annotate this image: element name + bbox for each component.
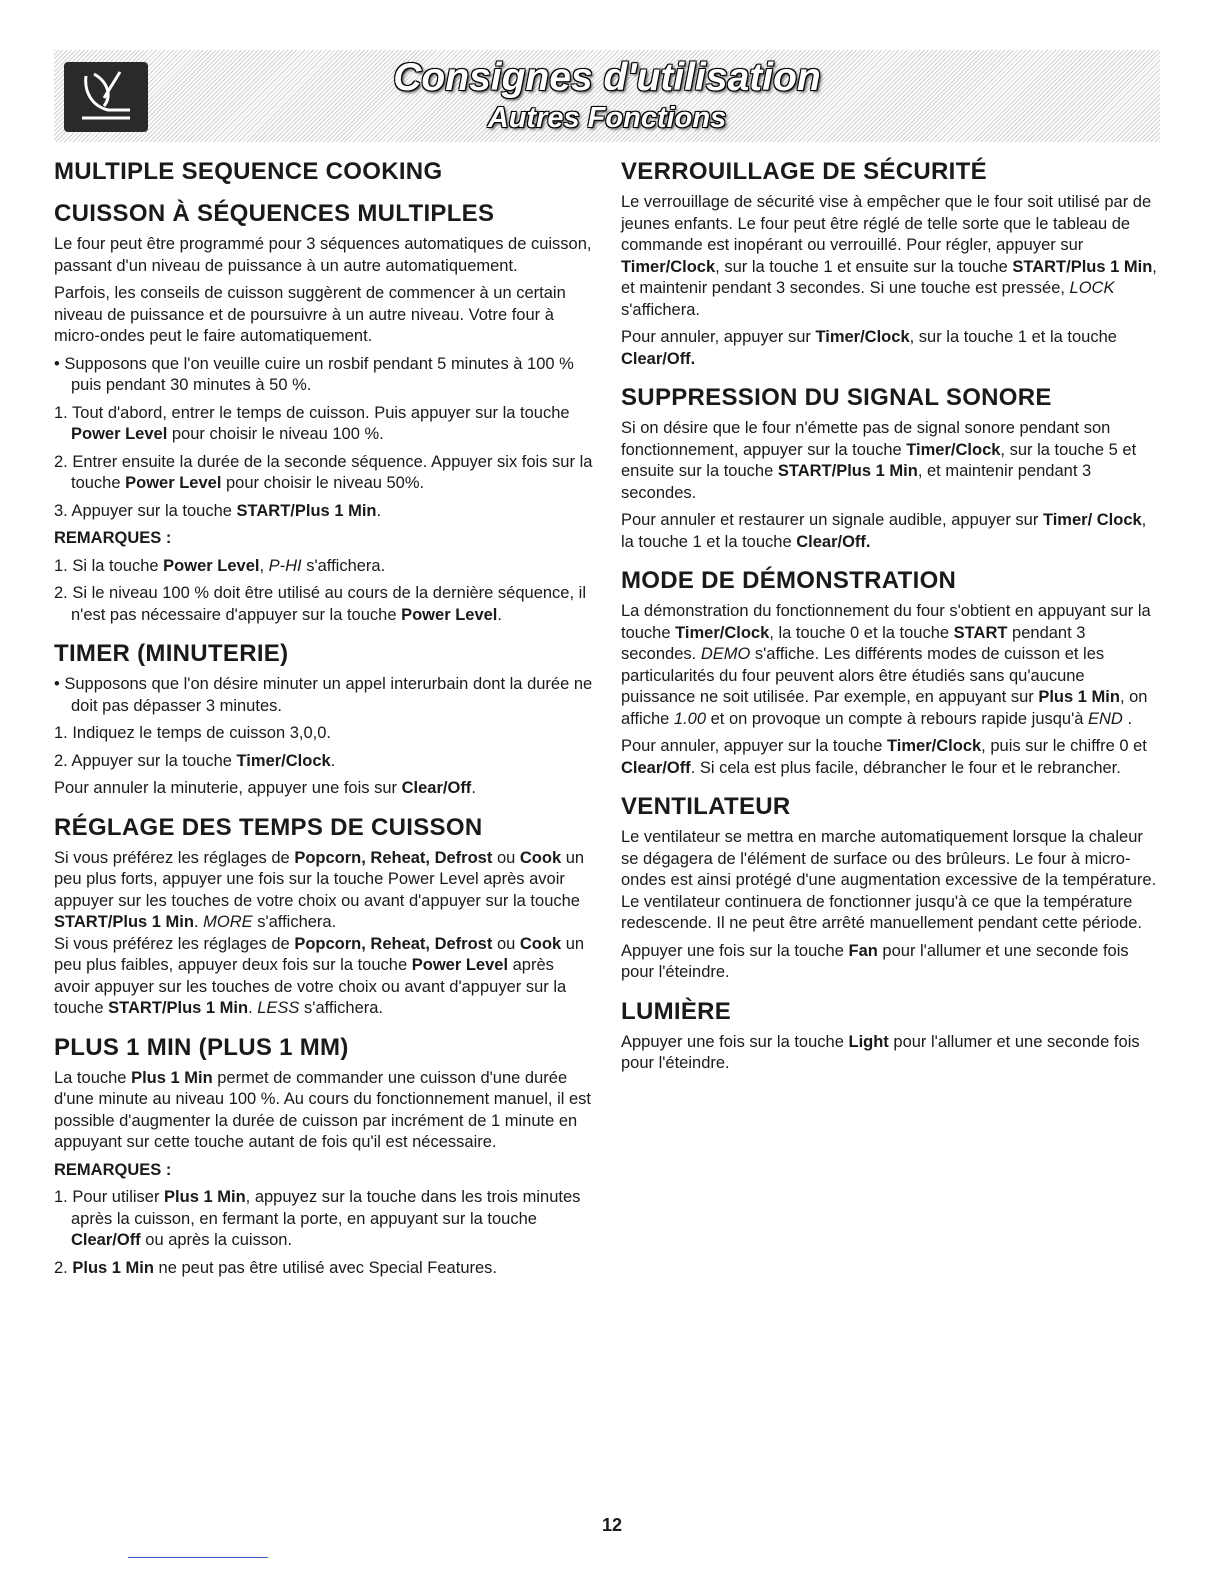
paragraph: La démonstration du fonctionnement du four s'obtient en appuyant sur la touche Timer/Clock, la touche 0 et la touche START pendant 3 secondes. DEMO s'affiche. Les différents modes de cuisson et les particularités du four peuvent alors être étudiés sans qu'aucune puissance ne soit utilisée. Par exemple, en appuyant sur Plus 1 Min, on affiche 1.00 et on provoque un compte à rebours rapide jusqu'à END . (621, 602, 1151, 728)
remarks-label: REMARQUES : (54, 1160, 172, 1179)
paragraph: Si on désire que le four n'émette pas de signal sonore pendant son fonctionnement, appuyer sur la touche Timer/Clock, sur la touche 5 et ensuite sur la touche START/Plus 1 Min, et maintenir pendant 3 secondes. (621, 419, 1137, 502)
right-column (621, 158, 1163, 1081)
paragraph: Pour annuler, appuyer sur la touche Timer/Clock, puis sur le chiffre 0 et Clear/Off. Si cela est plus facile, débrancher le four et le rebrancher. (621, 737, 1147, 777)
paragraph: Si vous préférez les réglages de Popcorn, Reheat, Defrost ou Cook un peu plus faibles, appuyer deux fois sur la touche Power Level après avoir appuyer sur les touches de votre choix ou avant d'appuyer sur la touche START/Plus 1 Min. LESS s'affichera. (54, 934, 585, 1017)
page-number: 12 (601, 1515, 623, 1535)
footer-rule (128, 1557, 268, 1558)
list-item: 3. Appuyer sur la touche START/Plus 1 Min. (54, 501, 382, 520)
section-heading-suppression: SUPPRESSION DU SIGNAL SONORE (621, 384, 1052, 411)
paragraph: Le four peut être programmé pour 3 séquences automatiques de cuisson, passant d'un niveau de puissance à un autre automatiquement. (54, 235, 592, 275)
paragraph: Si vous préférez les réglages de Popcorn, Reheat, Defrost ou Cook un peu plus forts, appuyer une fois sur la touche Power Level après avoir appuyer sur les touches de votre choix ou avant d'appuyer sur la touche START/Plus 1 Min. MORE s'affichera. (54, 848, 585, 931)
paragraph: Pour annuler la minuterie, appuyer une fois sur Clear/Off. (54, 779, 476, 797)
paragraph: Parfois, les conseils de cuisson suggèrent de commencer à un certain niveau de puissance et de poursuivre à un autre niveau. Votre four à micro-ondes peut le faire automatiquement. (54, 284, 566, 345)
section-heading-timer: TIMER (MINUTERIE) (54, 640, 289, 667)
list-item: 1. Si la touche Power Level, P-HI s'affichera. (54, 556, 386, 575)
section-heading-cuisson-sequences: CUISSON À SÉQUENCES MULTIPLES (54, 200, 495, 227)
list-item: 2. Appuyer sur la touche Timer/Clock. (54, 751, 336, 770)
paragraph: Pour annuler et restaurer un signale audible, appuyer sur Timer/ Clock, la touche 1 et la touche Clear/Off. (621, 511, 1147, 551)
bullet-item: • Supposons que l'on veuille cuire un rosbif pendant 5 minutes à 100 % puis pendant 30 minutes à 50 %. (54, 354, 574, 394)
section-heading-demonstration: MODE DE DÉMONSTRATION (621, 567, 957, 594)
left-column (54, 158, 594, 1285)
section-heading-lumiere: LUMIÈRE (621, 997, 732, 1025)
paragraph: Le ventilateur se mettra en marche automatiquement lorsque la chaleur se dégagera de l'élément de surface ou des brûleurs. Le four à micro-ondes est ainsi protégé d'une augmentation excessive de la température. Le ventilateur continuera de fonctionner jusqu'à ce que la température redescende. Il ne peut être arrêté manuellement pendant cette période. (621, 828, 1157, 932)
list-item: 1. Tout d'abord, entrer le temps de cuisson. Puis appuyer sur la touche Power Level pour choisir le niveau 100 %. (54, 403, 570, 443)
section-heading-verrouillage: VERROUILLAGE DE SÉCURITÉ (621, 158, 987, 185)
section-heading-ventilateur: VENTILATEUR (621, 793, 791, 820)
remarks-label: REMARQUES : (54, 529, 172, 547)
section-heading-plus-1-min: PLUS 1 MIN (PLUS 1 MM) (54, 1033, 349, 1061)
list-item: 2. Plus 1 Min ne peut pas être utilisé avec Special Features. (54, 1258, 497, 1277)
bullet-item: • Supposons que l'on désire minuter un appel interurbain dont la durée ne doit pas dépasser 3 minutes. (54, 675, 593, 715)
paragraph: Appuyer une fois sur la touche Light pour l'allumer et une seconde fois pour l'éteindre. (621, 1032, 1140, 1072)
section-heading-multiple-sequence: MULTIPLE SEQUENCE COOKING (54, 158, 443, 185)
list-item: 1. Pour utiliser Plus 1 Min, appuyez sur la touche dans les trois minutes après la cuisson, en fermant la porte, en appuyant sur la touche Clear/Off ou après la cuisson. (54, 1188, 581, 1249)
paragraph: Pour annuler, appuyer sur Timer/Clock, sur la touche 1 et la touche Clear/Off. (621, 328, 1117, 368)
list-item: 1. Indiquez le temps de cuisson 3,0,0. (54, 724, 332, 742)
list-item: 2. Entrer ensuite la durée de la seconde séquence. Appuyer six fois sur la touche Power Level pour choisir le niveau 50%. (54, 452, 593, 492)
paragraph: La touche Plus 1 Min permet de commander une cuisson d'une durée d'une minute au niveau 100 %. Au cours du fonctionnement manuel, il est possible d'augmenter la durée de cuisson par incrément de 1 minute en appuyant sur cette touche autant de fois qu'il est nécessaire. (54, 1068, 591, 1151)
paragraph: Le verrouillage de sécurité vise à empêcher que le four soit utilisé par de jeunes enfants. Le four peut être réglé de telle sorte que le tableau de commande est inopérant ou verrouillé. Pour régler, appuyer sur Timer/Clock, sur la touche 1 et ensuite sur la touche START/Plus 1 Min, et maintenir pendant 3 secondes. Si une touche est pressée, LOCK s'affichera. (621, 193, 1157, 319)
section-heading-reglage: RÉGLAGE DES TEMPS DE CUISSON (54, 813, 483, 841)
list-item: 2. Si le niveau 100 % doit être utilisé au cours de la dernière séquence, il n'est pas nécessaire d'appuyer sur la touche Power Level. (54, 584, 586, 624)
paragraph: Appuyer une fois sur la touche Fan pour l'allumer et une seconde fois pour l'éteindre. (621, 941, 1129, 981)
header-banner (54, 50, 1160, 142)
page-subtitle: Autres Fonctions (487, 102, 727, 134)
page-title: Consignes d'utilisation (393, 56, 821, 99)
